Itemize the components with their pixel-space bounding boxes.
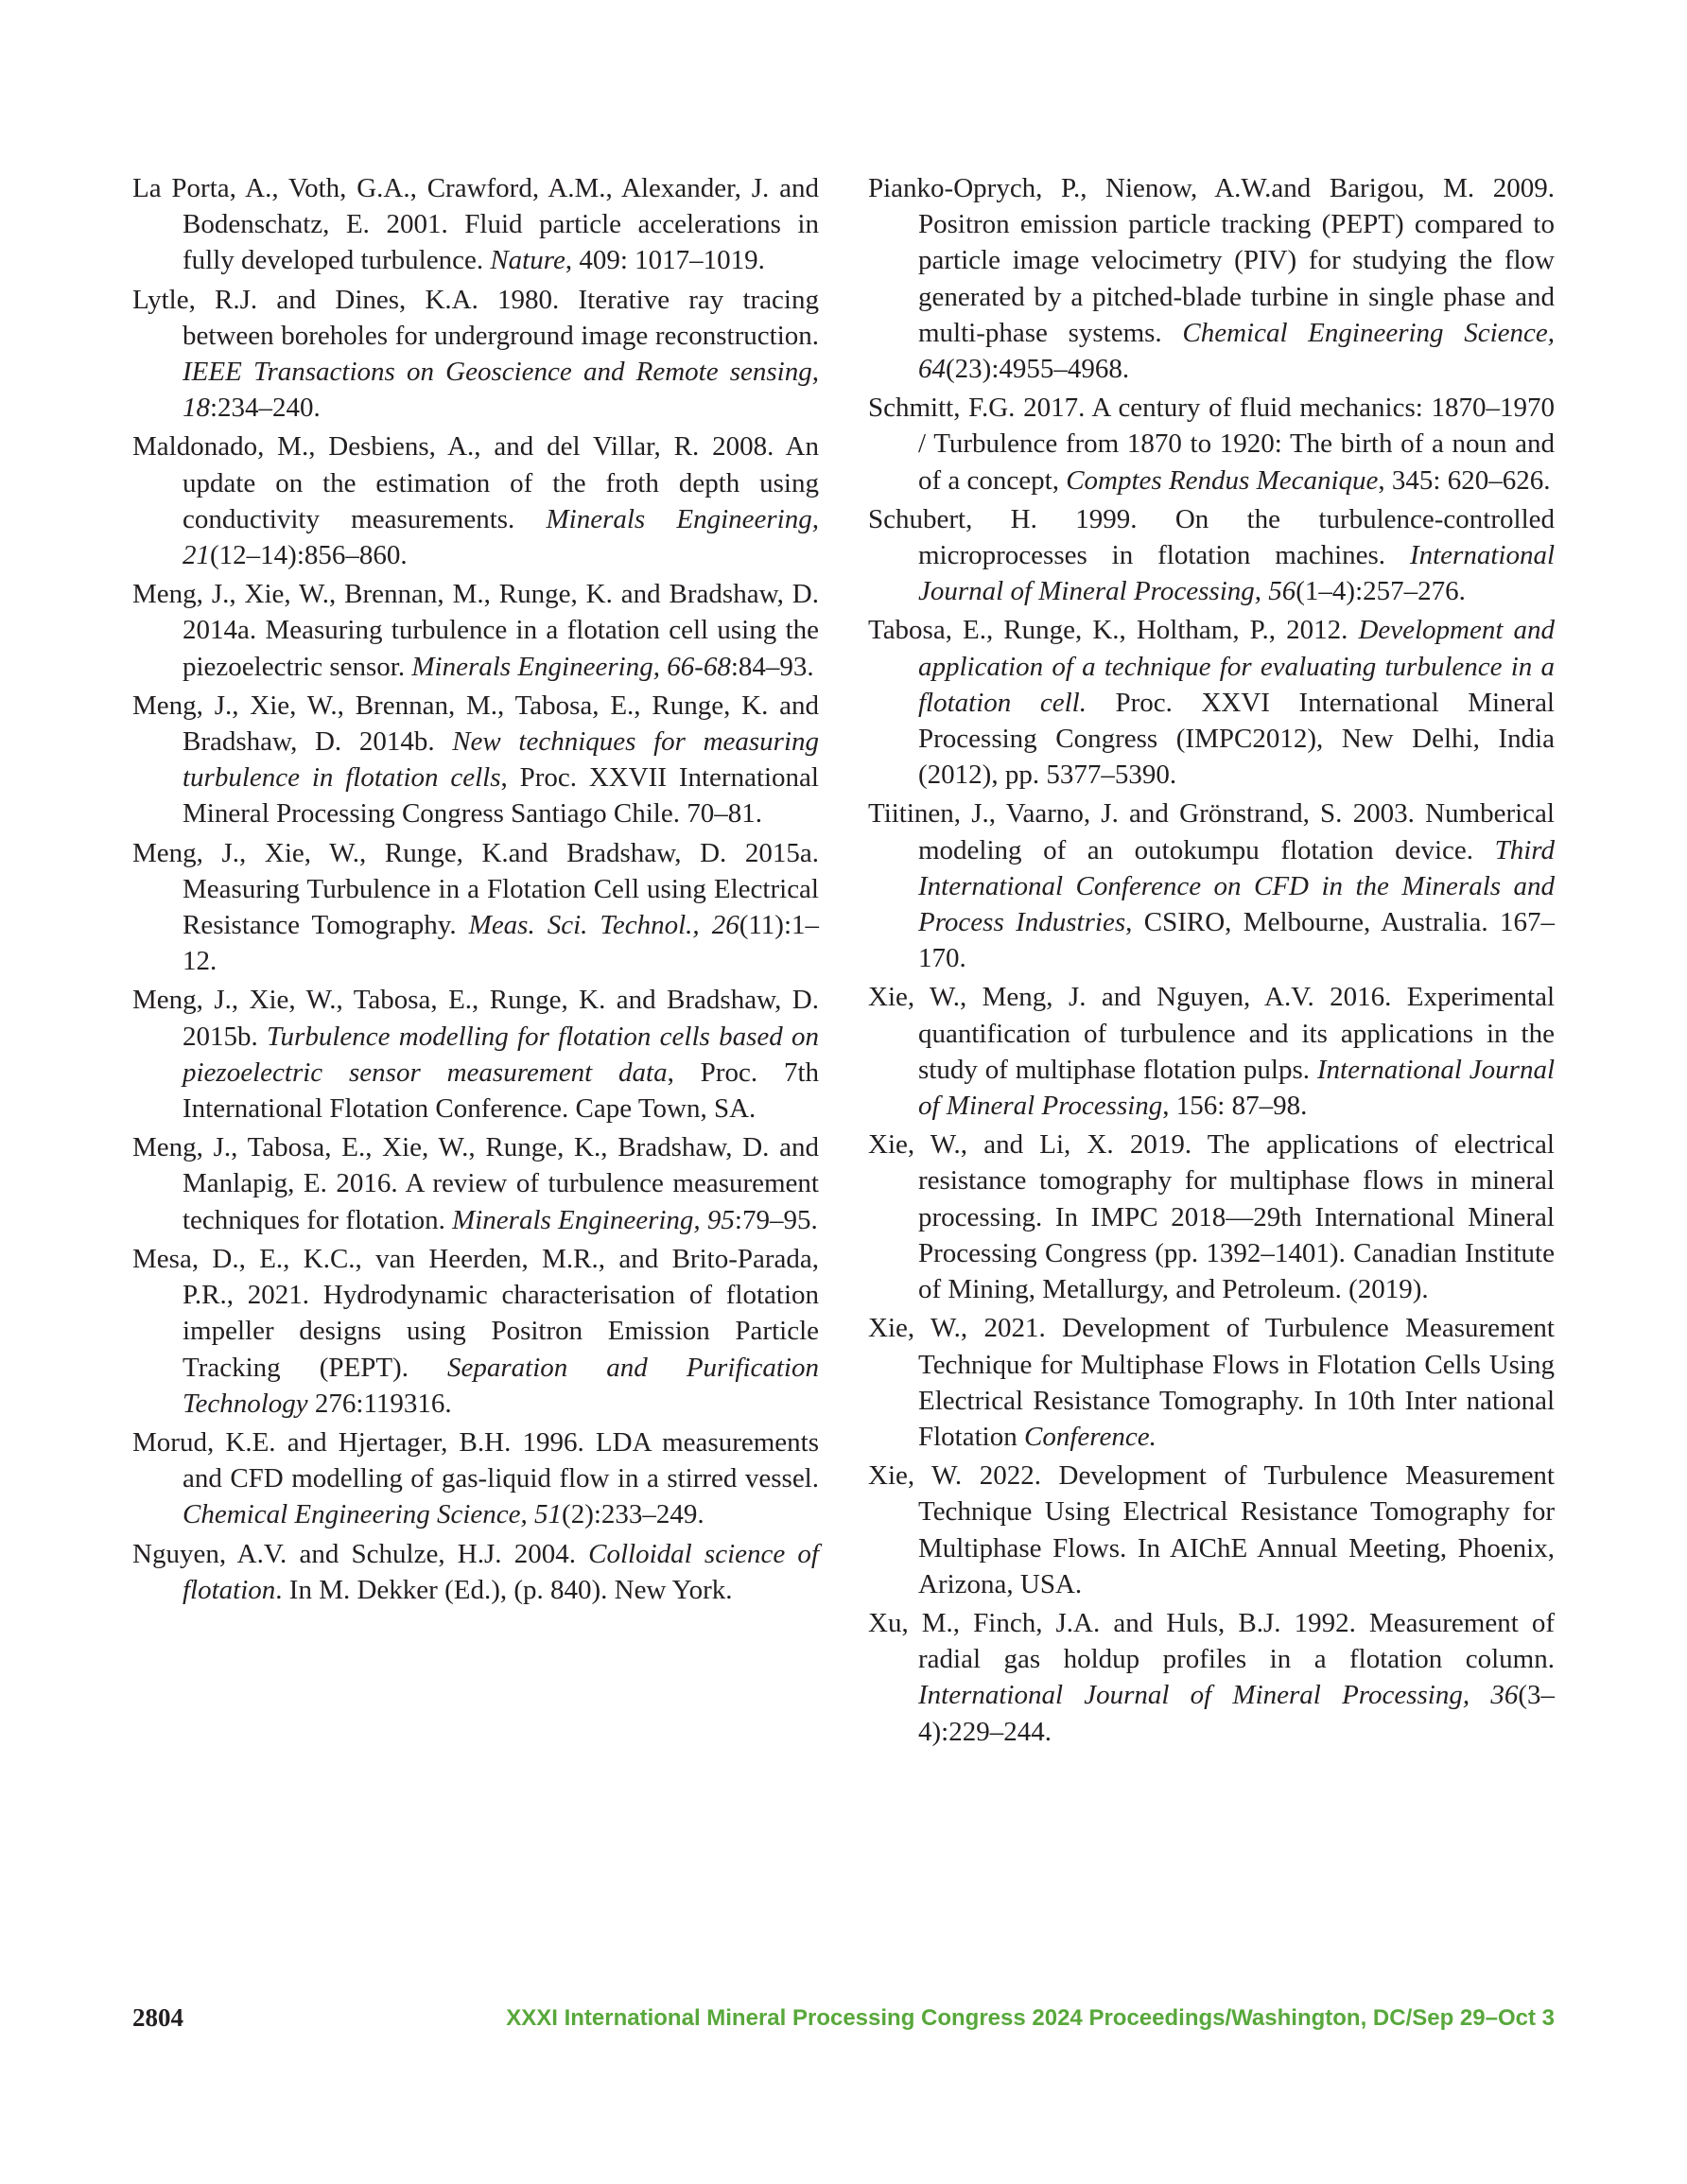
reference-text: Morud, K.E. and Hjertager, B.H. 1996. LDA measurements and CFD modelling of gas-liquid flow in a stirred vessel. [132, 1426, 819, 1494]
reference-text: Meng, J., Xie, W., Brennan, M., Tabosa, E., Runge, K. and Bradshaw, D. 2014b. [132, 690, 819, 758]
reference-entry [868, 612, 1555, 793]
reference-text: , 156: 87–98. [1162, 1091, 1308, 1122]
reference-text: Maldonado, M., Desbiens, A., and del Villar, R. 2008. An update on the estimation of the froth depth using conductivity measurements. [132, 431, 819, 534]
reference-entry [868, 1458, 1555, 1602]
reference-text: Meng, J., Tabosa, E., Xie, W., Runge, K., Bradshaw, D. and Manlapig, E. 2016. A review of turbulence measurement techniques for flotation. [132, 1132, 819, 1235]
reference-entry [868, 501, 1555, 610]
reference-text: Schmitt, F.G. 2017. A century of fluid mechanics: 1870–1970 / Turbulence from 1870 to 1920: The birth of a noun and of a concept, [868, 393, 1555, 496]
reference-italic-text: Meas. Sci. Technol., 26 [468, 910, 739, 941]
reference-entry [868, 1127, 1555, 1307]
reference-text: Xie, W., 2021. Development of Turbulence Measurement Technique for Multiphase Flows in Flotation Cells Using Electrical Resistance Tomography. In 10th Inter national Flotation [868, 1313, 1555, 1452]
reference-italic-text: New techniques for measuring turbulence in flotation cells [183, 726, 820, 794]
reference-text: Meng, J., Xie, W., Runge, K.and Bradshaw, D. 2015a. Measuring Turbulence in a Flotation Cell using Electrical Resistance Tomography. [132, 837, 819, 941]
reference-text: (3–4):229–244. [918, 1680, 1555, 1747]
reference-text: :234–240. [210, 393, 321, 424]
reference-text: Xie, W. 2022. Development of Turbulence Measurement Technique Using Electrical Resistance Tomography for Multiphase Flows. In AIChE Annual Meeting, Phoenix, Arizona, USA. [868, 1460, 1555, 1599]
running-footer-title: XXXI International Mineral Processing Congress 2024 Proceedings/Washington, DC/Sep 29–Oct 3 [506, 2005, 1555, 2031]
reference-italic-text: Turbulence modelling for flotation cells based on piezoelectric sensor measurement data [183, 1021, 819, 1088]
reference-italic-text: Chemical Engineering Science, 51 [183, 1499, 563, 1530]
page-number: 2804 [132, 2003, 183, 2032]
reference-italic-text: IEEE Transactions on Geoscience and Remote sensing, 18 [183, 357, 819, 424]
reference-text: (12–14):856–860. [210, 540, 408, 571]
reference-italic-text: International Journal of Mineral Processing, 56 [918, 540, 1555, 607]
reference-text: (2):233–249. [562, 1499, 704, 1530]
reference-text: (23):4955–4968. [946, 354, 1130, 385]
reference-text: Pianko-Oprych, P., Nienow, A.W.and Barigou, M. 2009. Positron emission particle tracking (PEPT) compared to particle image velocimetry (PIV) for studying the flow generated by a pitched-blade turbine in single phase and multi-phase systems. [868, 173, 1555, 348]
reference-text: , Proc. 7th International Flotation Conference. Cape Town, SA. [183, 1057, 820, 1125]
page-footer [132, 2003, 1555, 2041]
references-right-column [868, 170, 1555, 1753]
reference-entry [868, 390, 1555, 498]
reference-text: (11):1–12. [183, 910, 819, 977]
reference-entry [132, 576, 819, 685]
reference-text: Tabosa, E., Runge, K., Holtham, P., 2012. [868, 615, 1359, 646]
reference-entry [132, 170, 819, 279]
reference-entry [132, 1536, 819, 1608]
reference-text: Xu, M., Finch, J.A. and Huls, B.J. 1992. Measurement of radial gas holdup profiles in a flotation column. [868, 1607, 1555, 1675]
reference-text: Xie, W., and Li, X. 2019. The applications of electrical resistance tomography for multiphase flows in mineral processing. In IMPC 2018—29th International Mineral Processing Congress (pp. 1392–1401). Canadian Institute of Mining, Metallurgy, and Petroleum. (2019). [868, 1129, 1555, 1305]
reference-text: :84–93. [730, 651, 814, 682]
reference-entry [132, 688, 819, 832]
references-left-column [132, 170, 819, 1611]
reference-text: , 409: 1017–1019. [565, 245, 765, 276]
reference-italic-text: Minerals Engineering, 66-68 [411, 651, 731, 682]
reference-text: :79–95. [734, 1204, 818, 1235]
reference-text: . In M. Dekker (Ed.), (p. 840). New York. [275, 1574, 733, 1605]
reference-entry [132, 1129, 819, 1238]
reference-text: Proc. XXVI International Mineral Processing Congress (IMPC2012), New Delhi, India (2012), pp. 5377–5390. [918, 687, 1555, 791]
reference-entry [132, 982, 819, 1127]
reference-entry [868, 1605, 1555, 1750]
reference-text: , CSIRO, Melbourne, Australia. 167–170. [918, 907, 1555, 974]
reference-italic-text: Development and application of a technique for evaluating turbulence in a flotation cell. [918, 615, 1555, 718]
reference-italic-text: Minerals Engineering, 95 [452, 1204, 735, 1235]
reference-text: Lytle, R.J. and Dines, K.A. 1980. Iterative ray tracing between boreholes for underground image reconstruction. [132, 284, 819, 351]
reference-entry [868, 795, 1555, 976]
reference-italic-text: Conference. [1023, 1421, 1157, 1452]
reference-italic-text: Minerals Engineering, 21 [183, 503, 819, 571]
reference-entry [868, 1310, 1555, 1455]
reference-text: Schubert, H. 1999. On the turbulence-controlled microprocesses in flotation machines. [868, 503, 1555, 571]
reference-text: Mesa, D., E., K.C., van Heerden, M.R., and Brito-Parada, P.R., 2021. Hydrodynamic characterisation of flotation impeller designs using Positron Emission Particle Tracking (PEPT). [132, 1243, 819, 1383]
reference-text: 276:119316. [307, 1388, 452, 1419]
reference-text: Tiitinen, J., Vaarno, J. and Grönstrand, S. 2003. Numberical modeling of an outokumpu flotation device. [868, 798, 1555, 865]
reference-text: Nguyen, A.V. and Schulze, H.J. 2004. [132, 1538, 589, 1569]
reference-entry [132, 428, 819, 573]
reference-italic-text: Separation and Purification Technology [183, 1352, 819, 1419]
reference-italic-text: Chemical Engineering Science, 64 [918, 317, 1555, 385]
reference-entry [132, 835, 819, 980]
reference-text: Meng, J., Xie, W., Brennan, M., Runge, K. and Bradshaw, D. 2014a. Measuring turbulence in a flotation cell using the piezoelectric sensor. [132, 579, 819, 682]
reference-text: Xie, W., Meng, J. and Nguyen, A.V. 2016. Experimental quantification of turbulence and its applications in the study of multiphase flotation pulps. [868, 982, 1555, 1085]
reference-entry [868, 979, 1555, 1124]
reference-entry [132, 282, 819, 427]
reference-italic-text: Colloidal science of flotation [183, 1538, 819, 1605]
reference-entry [132, 1241, 819, 1422]
reference-text: La Porta, A., Voth, G.A., Crawford, A.M., Alexander, J. and Bodenschatz, E. 2001. Fluid particle accelerations in fully developed turbulence. [132, 173, 819, 276]
reference-italic-text: Third International Conference on CFD in the Minerals and Process Industries [918, 834, 1555, 938]
reference-entry [868, 170, 1555, 387]
reference-entry [132, 1424, 819, 1533]
reference-italic-text: Comptes Rendus Mecanique [1066, 464, 1379, 496]
reference-italic-text: International Journal of Mineral Processing, 36 [918, 1680, 1519, 1711]
reference-text: Meng, J., Xie, W., Tabosa, E., Runge, K. and Bradshaw, D. 2015b. [132, 985, 819, 1052]
reference-text: (1–4):257–276. [1296, 576, 1466, 607]
reference-text: , 345: 620–626. [1378, 464, 1551, 496]
reference-italic-text: International Journal of Mineral Processing [918, 1054, 1556, 1122]
reference-italic-text: Nature [490, 245, 565, 276]
reference-text: , Proc. XXVII International Mineral Processing Congress Santiago Chile. 70–81. [183, 762, 819, 830]
